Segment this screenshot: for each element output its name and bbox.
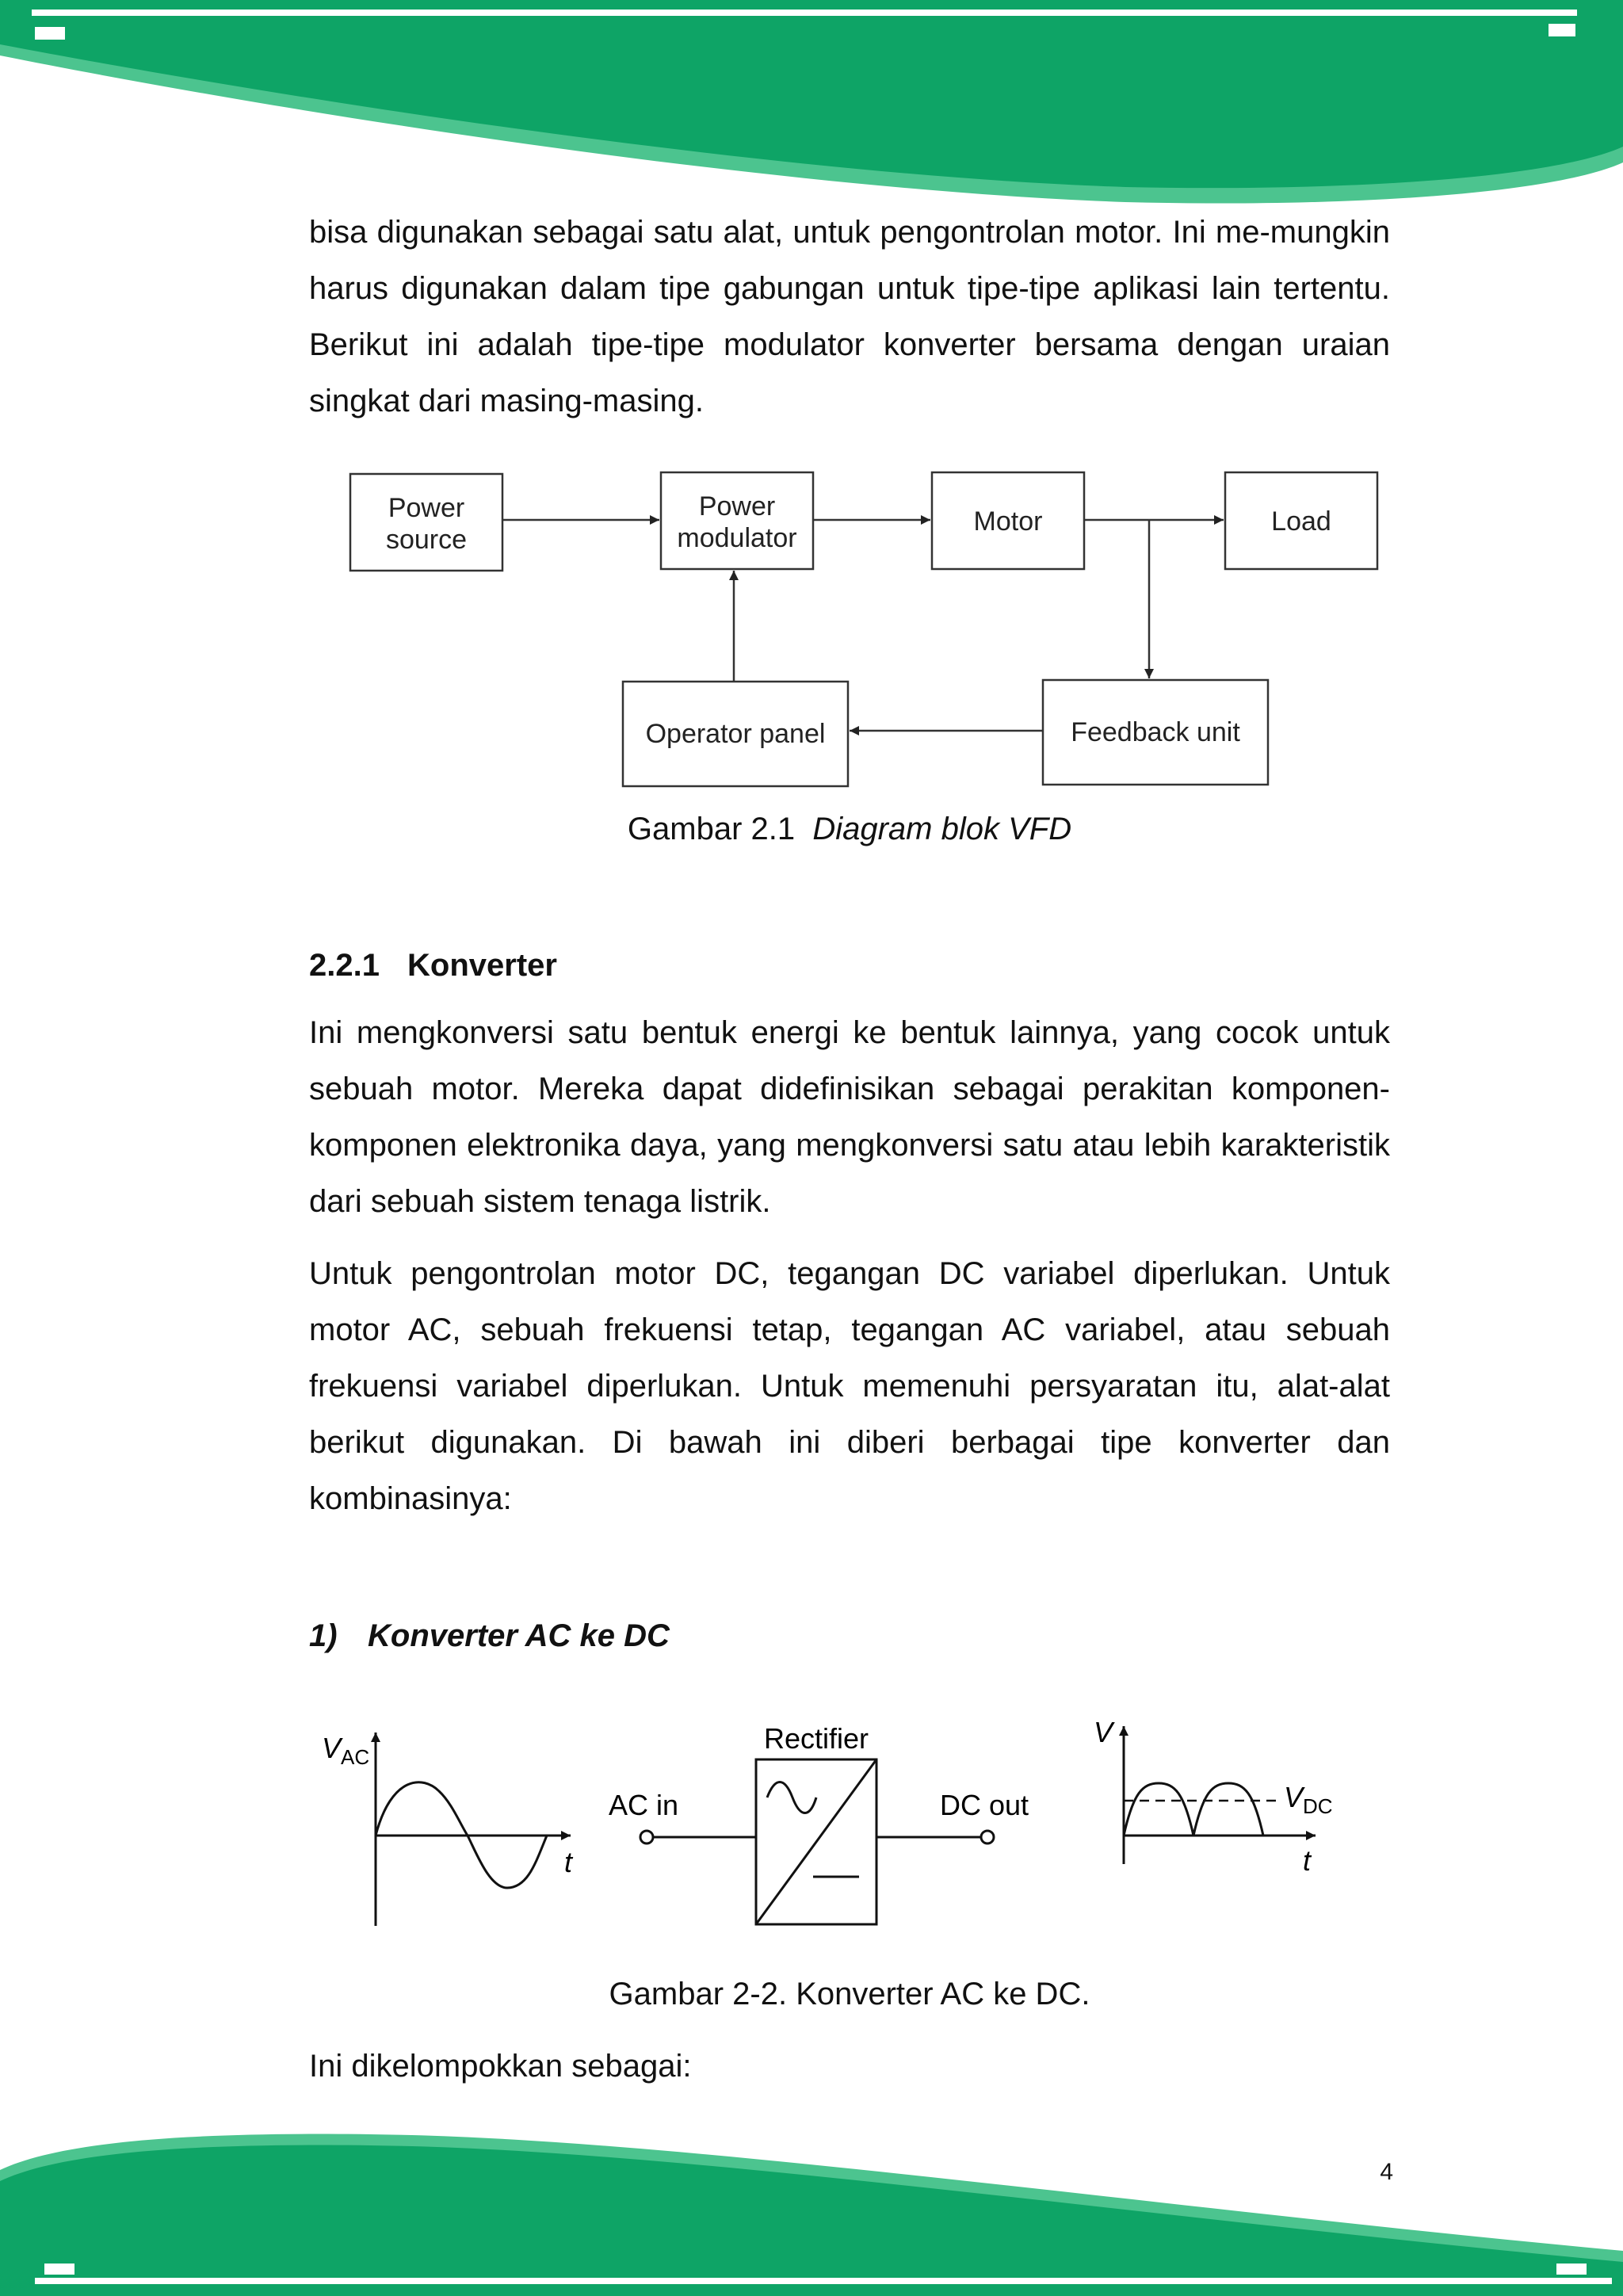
subsection-heading-ac-dc: [309, 1618, 670, 1654]
section-title: Konverter: [407, 948, 557, 983]
subsection-number: 1): [309, 1618, 338, 1653]
intro-paragraph: bisa digunakan sebagai satu alat, untuk pengontrolan motor. Ini me-mungkin harus digunakan dalam tipe gabungan untuk tipe-tipe aplikasi lain tertentu. Berikut ini adalah tipe-tipe modulator konverter bersama dengan uraian singkat dari masing-masing.: [309, 215, 1390, 418]
operator-panel-label: Operator panel: [645, 719, 826, 749]
vfd-block-diagram: [333, 460, 1395, 800]
rectifier-label: Rectifier: [763, 1722, 869, 1755]
figure1-caption-label: Gambar 2.1: [627, 812, 796, 846]
footer-decoration: [0, 2124, 1623, 2296]
closing-paragraph: Ini dikelompokkan sebagai:: [309, 2049, 692, 2084]
feedback-unit-label: Feedback unit: [1071, 717, 1240, 747]
rectified-wave: [1124, 1783, 1263, 1836]
power-modulator-label-1: Power: [698, 491, 776, 521]
power-source-label-1: Power: [388, 493, 465, 523]
rectifier-symbol: [756, 1759, 876, 1924]
dc-out-terminal: [981, 1831, 994, 1843]
load-label: Load: [1271, 506, 1331, 537]
header-decoration: [0, 0, 1623, 214]
figure1-caption-title: Diagram blok VFD: [812, 812, 1072, 846]
power-source-label-2: source: [385, 525, 468, 555]
figure1-caption: [309, 812, 1390, 847]
konverter-paragraph-2: Untuk pengontrolan motor DC, tegangan DC variabel diperlukan. Untuk motor AC, sebuah frekuensi tetap, tegangan AC variabel, atau sebuah frekuensi variabel diperlukan. Untuk memenuhi persyaratan itu, alat-alat berikut digunakan. Di bawah ini diberi berbagai tipe konverter dan kombinasinya:: [309, 1256, 1390, 1516]
page-number: 4: [1380, 2159, 1393, 2185]
vdc-label: $V_{DC}$: [1284, 1781, 1333, 1818]
section-number: 2.2.1: [309, 948, 380, 983]
t-axis-label-right: t: [1303, 1844, 1312, 1877]
figure2-caption: Gambar 2-2. Konverter AC ke DC.: [609, 1977, 1090, 2011]
ac-dc-converter-diagram: [309, 1704, 1390, 1934]
subsection-title: Konverter AC ke DC: [368, 1618, 670, 1653]
v-axis-label: V: [1094, 1716, 1113, 1748]
t-axis-label-left: t: [564, 1846, 573, 1878]
motor-label: Motor: [973, 506, 1043, 537]
ac-in-label: AC in: [609, 1789, 679, 1821]
ac-in-terminal: [640, 1831, 653, 1843]
ac-waveform-graph: [376, 1733, 571, 1926]
vac-axis-label: $V_{AC}$: [322, 1732, 370, 1769]
dc-out-label: DC out: [940, 1789, 1029, 1821]
konverter-paragraph-1: Ini mengkonversi satu bentuk energi ke bentuk lainnya, yang cocok untuk sebuah motor. Mereka dapat didefinisikan sebagai perakitan komponen-komponen elektronika daya, yang mengkonversi satu atau lebih karakteristik dari sebuah sistem tenaga listrik.: [309, 1015, 1390, 1219]
section-heading-konverter: [309, 948, 557, 984]
power-modulator-label-2: modulator: [677, 523, 797, 553]
